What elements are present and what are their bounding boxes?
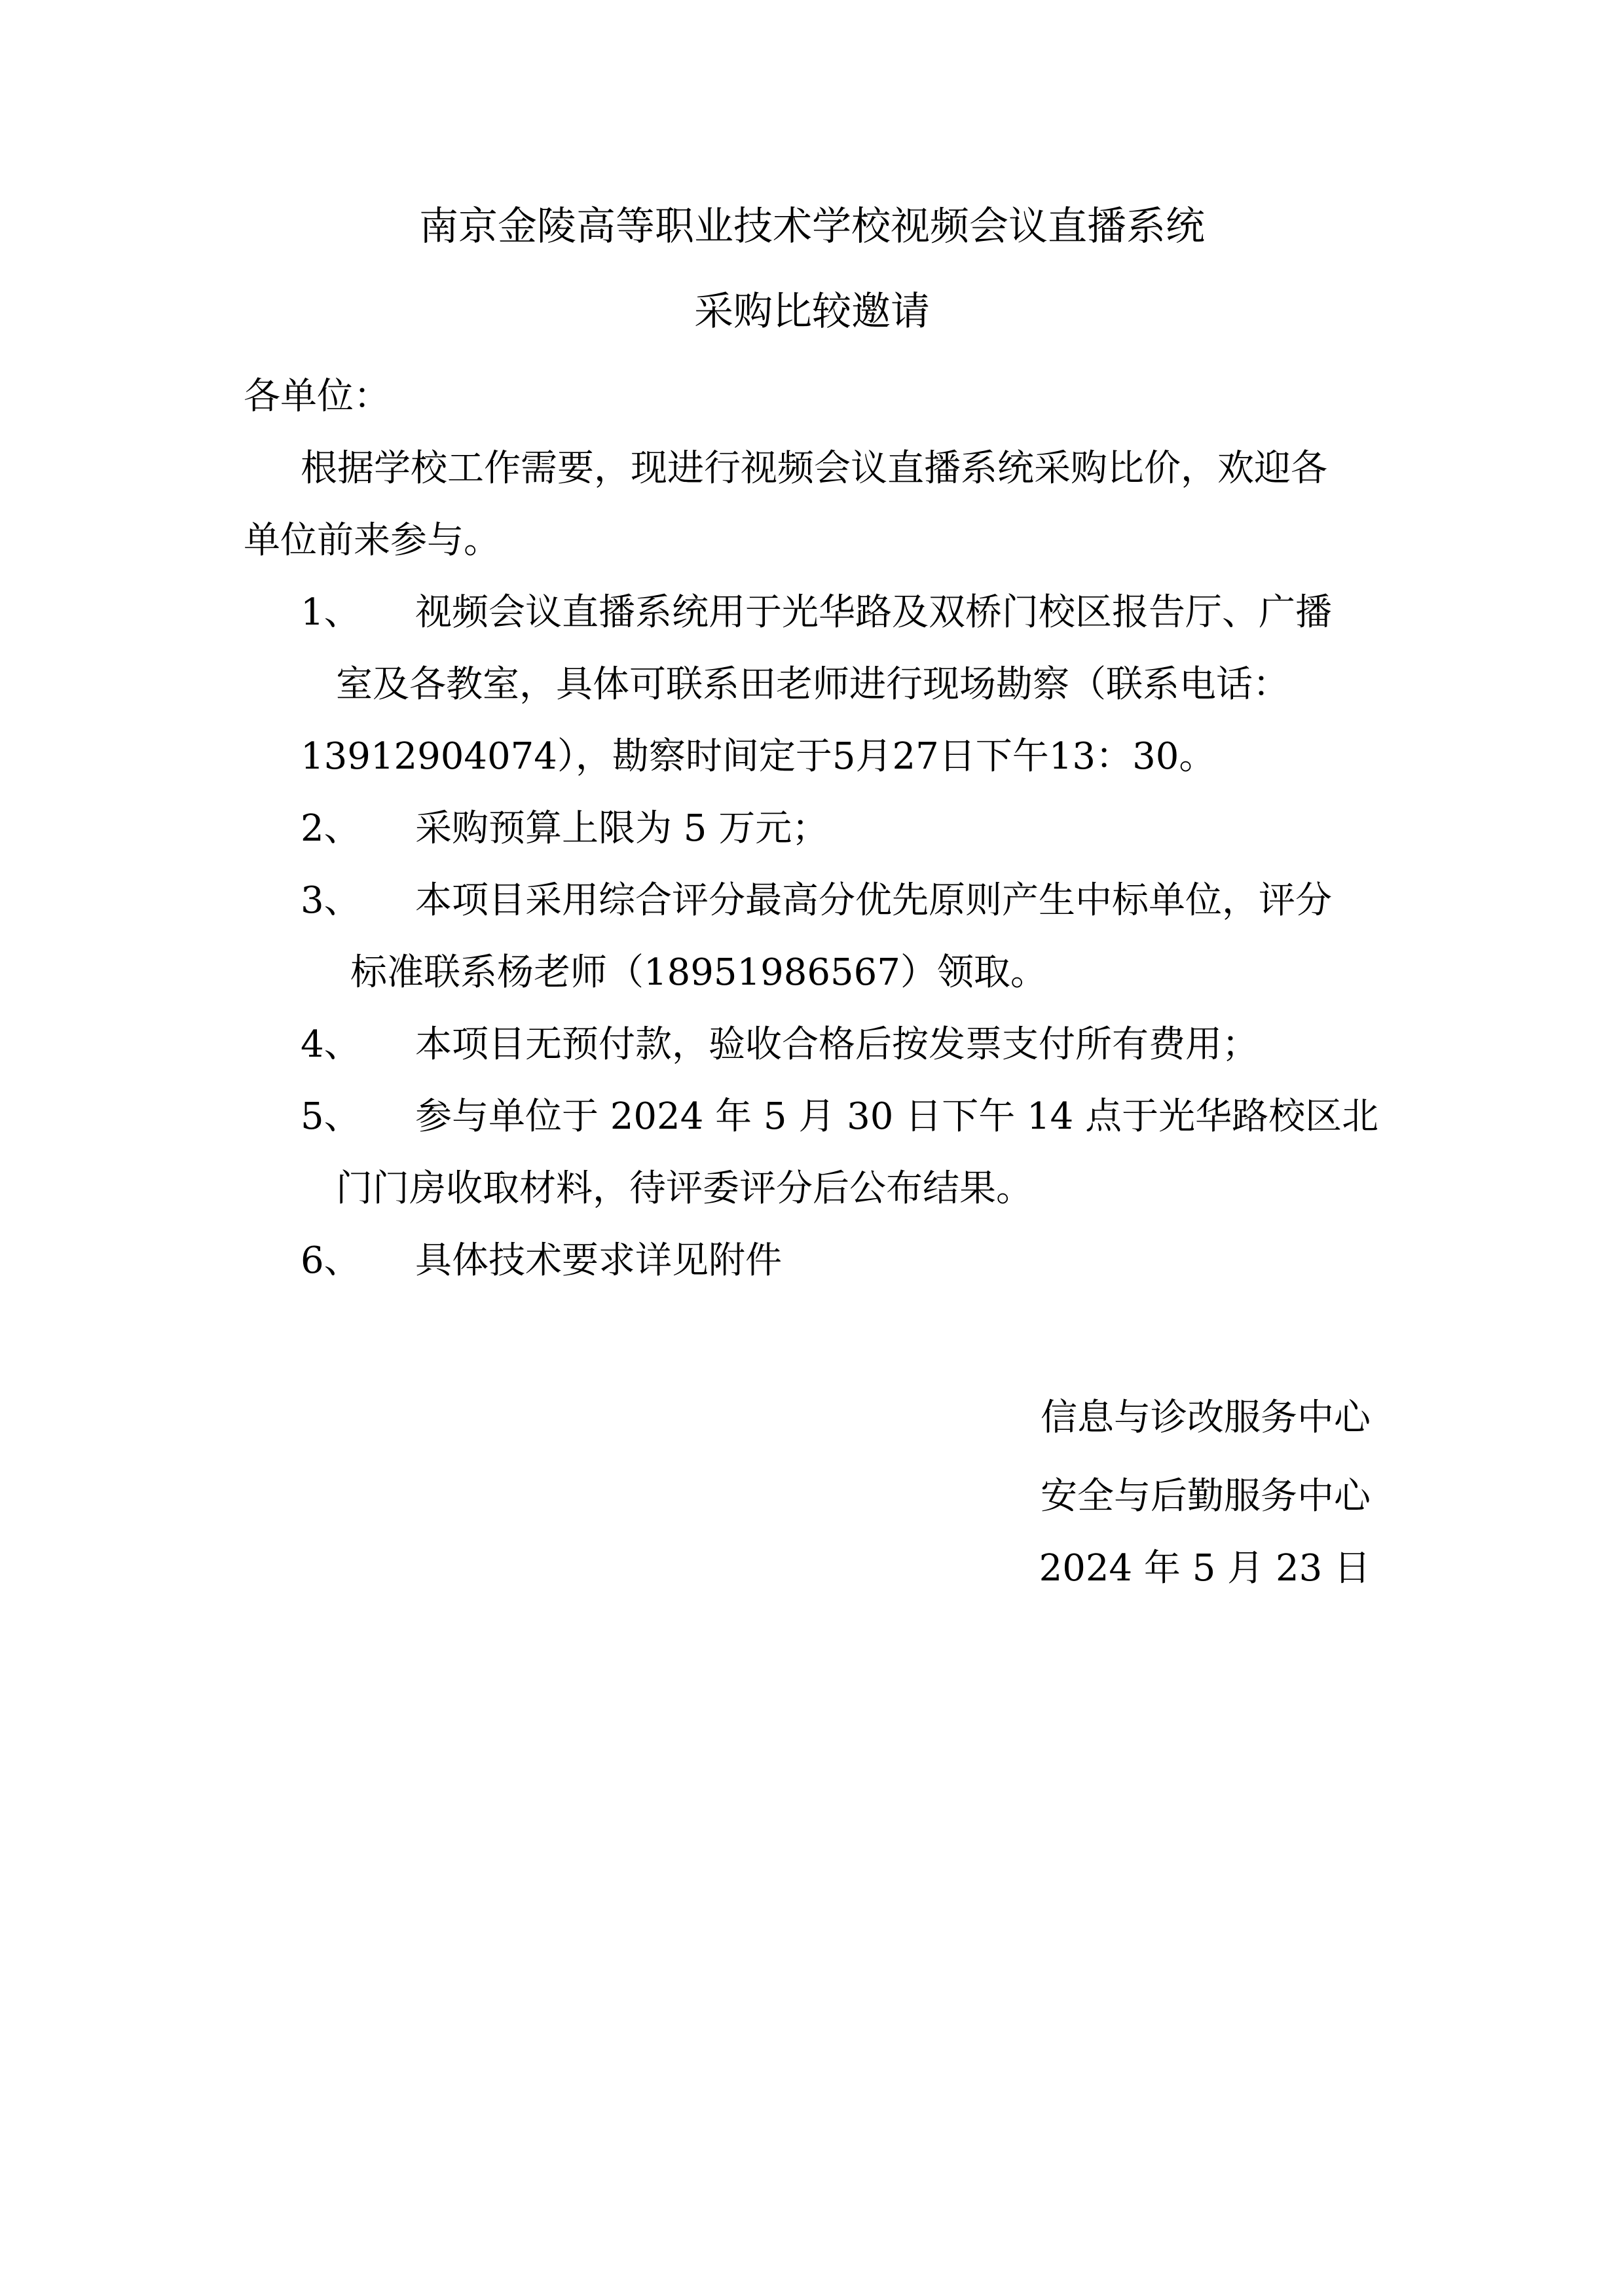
item-1-line1: 视频会议直播系统用于光华路及双桥门校区报告厅、广播 — [415, 591, 1332, 634]
item-5-line1: 参与单位于 2024 年 5 月 30 日下午 14 点于光华路校区北 — [415, 1095, 1379, 1138]
item-6-line1: 具体技术要求详见附件 — [415, 1239, 782, 1282]
document-title-line1: 南京金陵高等职业技术学校视频会议直播系统 — [419, 204, 1205, 249]
item-3-line2: 标准联系杨老师（18951986567）领取。 — [350, 951, 1047, 994]
item-4-number: 4、 — [301, 1023, 361, 1066]
signature-date: 2024 年 5 月 23 日 — [1039, 1547, 1371, 1590]
signature-org-1: 信息与诊改服务中心 — [1041, 1396, 1371, 1439]
item-2-line1: 采购预算上限为 5 万元； — [415, 807, 829, 850]
intro-line2: 单位前来参与。 — [244, 519, 500, 562]
item-4-line1: 本项目无预付款，验收合格后按发票支付所有费用； — [415, 1023, 1259, 1066]
item-1-line3: 13912904074），勘察时间定于5月27日下午13：30。 — [301, 735, 1216, 778]
item-3-number: 3、 — [301, 879, 361, 922]
salutation: 各单位： — [244, 375, 390, 418]
item-1-line2: 室及各教室，具体可联系田老师进行现场勘察（联系电话： — [336, 663, 1289, 706]
document-title-line2: 采购比较邀请 — [694, 289, 930, 335]
item-5-line2: 门门房收取材料，待评委评分后公布结果。 — [336, 1167, 1033, 1210]
item-1-number: 1、 — [301, 591, 361, 634]
item-2-number: 2、 — [301, 807, 361, 850]
item-3-line1: 本项目采用综合评分最高分优先原则产生中标单位，评分 — [415, 879, 1332, 922]
item-6-number: 6、 — [301, 1239, 361, 1282]
intro-line1: 根据学校工作需要，现进行视频会议直播系统采购比价，欢迎各 — [301, 447, 1327, 490]
item-5-number: 5、 — [301, 1095, 361, 1138]
signature-org-2: 安全与后勤服务中心 — [1041, 1475, 1371, 1518]
